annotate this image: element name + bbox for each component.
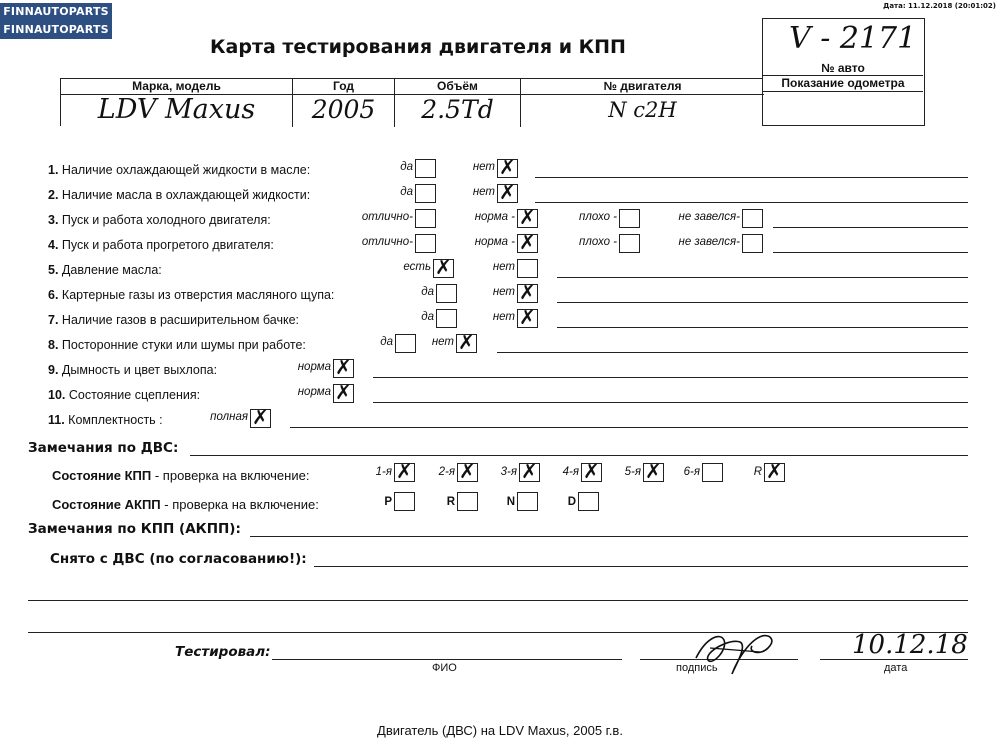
check-notes-line[interactable] <box>535 202 968 203</box>
option-checkbox[interactable] <box>456 330 477 354</box>
odometer-label: Показание одометра <box>763 76 923 92</box>
option-label: не завелся- <box>678 211 740 223</box>
option-label: норма - <box>474 236 515 248</box>
option-label: да <box>421 286 434 298</box>
gearbox-remarks-label: Замечания по КПП (АКПП): <box>28 521 241 537</box>
check-mark-icon: ✗ <box>645 459 662 483</box>
gear-label: 5-я <box>624 466 641 478</box>
check-mark-icon: ✗ <box>396 459 413 483</box>
col-volume <box>395 79 521 127</box>
check-notes-line[interactable] <box>535 177 968 178</box>
check-row-11 <box>48 413 163 427</box>
fio-label: ФИО <box>432 662 457 674</box>
option-checkbox[interactable] <box>517 305 538 329</box>
option-checkbox[interactable] <box>517 205 538 229</box>
check-notes-line[interactable] <box>290 427 968 428</box>
option-label: да <box>400 161 413 173</box>
check-number: 6. <box>48 288 59 302</box>
check-label: Наличие газов в расширительном бачке: <box>58 313 299 327</box>
option-checkbox[interactable] <box>619 234 640 253</box>
option-label: норма <box>297 386 331 398</box>
option-label: плохо - <box>579 211 617 223</box>
option-checkbox[interactable] <box>333 355 354 379</box>
option-checkbox[interactable] <box>415 234 436 253</box>
option-label: нет <box>472 161 495 173</box>
mode-checkbox[interactable] <box>457 492 478 511</box>
removed-line-3[interactable] <box>28 632 968 633</box>
image-caption: Двигатель (ДВС) на LDV Maxus, 2005 г.в. <box>377 723 623 738</box>
check-mark-icon: ✗ <box>519 280 536 304</box>
check-number: 10. <box>48 388 66 402</box>
check-mark-icon: ✗ <box>435 255 452 279</box>
check-mark-icon: ✗ <box>519 205 536 229</box>
option-label: норма <box>297 361 331 373</box>
removed-line-1[interactable] <box>314 566 968 567</box>
signature-label: подпись <box>676 662 718 674</box>
option-checkbox[interactable] <box>497 180 518 204</box>
gear-label: R <box>753 466 762 478</box>
gearbox-remarks-line[interactable] <box>250 536 968 537</box>
check-mark-icon: ✗ <box>519 230 536 254</box>
form-title: Карта тестирования двигателя и КПП <box>210 36 626 58</box>
check-label: Наличие масла в охлаждающей жидкости: <box>58 188 311 202</box>
year-value: 2005 <box>311 95 376 124</box>
check-row-3 <box>48 213 271 227</box>
gear-checkbox[interactable] <box>764 459 785 483</box>
check-mark-icon: ✗ <box>766 459 783 483</box>
check-notes-line[interactable] <box>773 252 968 253</box>
auto-number-box <box>762 18 925 126</box>
option-label: есть <box>403 261 431 273</box>
manual-gearbox-label: Состояние КПП <box>52 468 152 483</box>
check-mark-icon: ✗ <box>519 305 536 329</box>
check-label: Посторонние стуки или шумы при работе: <box>58 338 306 352</box>
engine-number-value: N с2Н <box>608 98 677 122</box>
date-label: дата <box>884 662 908 674</box>
signature-scribble-icon <box>690 618 780 680</box>
fio-line[interactable] <box>272 659 622 660</box>
option-checkbox[interactable] <box>742 234 763 253</box>
check-number: 1. <box>48 163 59 177</box>
check-number: 8. <box>48 338 59 352</box>
check-label: Пуск и работа прогретого двигателя: <box>58 238 274 252</box>
gear-checkbox[interactable] <box>702 463 723 482</box>
option-label: да <box>380 336 393 348</box>
col-make-model <box>61 79 293 127</box>
watermark-logo: FINNAUTOPARTS <box>0 3 112 21</box>
gear-checkbox[interactable] <box>394 459 415 483</box>
check-number: 9. <box>48 363 59 377</box>
option-checkbox[interactable] <box>742 209 763 228</box>
engine-remarks-line[interactable] <box>190 455 968 456</box>
gear-checkbox[interactable] <box>457 459 478 483</box>
check-row-8 <box>48 338 306 352</box>
check-label: Наличие охлаждающей жидкости в масле: <box>58 163 311 177</box>
check-number: 5. <box>48 263 59 277</box>
check-number: 2. <box>48 188 59 202</box>
check-row-9 <box>48 363 217 377</box>
check-row-6 <box>48 288 334 302</box>
engine-number-label: № двигателя <box>521 79 764 95</box>
option-checkbox[interactable] <box>250 405 271 429</box>
gear-label: 3-я <box>500 466 517 478</box>
check-label: Пуск и работа холодного двигателя: <box>58 213 271 227</box>
check-label: Картерные газы из отверстия масляного щупа: <box>58 288 335 302</box>
engine-remarks-label: Замечания по ДВС: <box>28 440 179 456</box>
option-label: нет <box>492 311 515 323</box>
mode-label: R <box>446 496 455 508</box>
check-label: Состояние сцепления: <box>65 388 201 402</box>
mode-checkbox[interactable] <box>578 492 599 511</box>
vehicle-info-table <box>60 78 763 126</box>
option-label: нет <box>431 336 454 348</box>
option-label: плохо - <box>579 236 617 248</box>
check-row-1 <box>48 163 310 177</box>
option-checkbox[interactable] <box>415 184 436 203</box>
check-mark-icon: ✗ <box>499 180 516 204</box>
option-checkbox[interactable] <box>517 280 538 304</box>
gear-label: 4-я <box>562 466 579 478</box>
check-label: Давление масла: <box>58 263 162 277</box>
gear-checkbox[interactable] <box>519 459 540 483</box>
gear-label: 6-я <box>683 466 700 478</box>
manual-gearbox-suffix: - проверка на включение: <box>151 468 310 483</box>
check-number: 11. <box>48 413 65 427</box>
check-row-2 <box>48 188 310 202</box>
option-label: нет <box>492 261 515 273</box>
mode-label: N <box>506 496 515 508</box>
option-checkbox[interactable] <box>415 159 436 178</box>
check-number: 7. <box>48 313 59 327</box>
gear-label: 2-я <box>438 466 455 478</box>
check-mark-icon: ✗ <box>252 405 269 429</box>
option-label: нет <box>472 186 495 198</box>
option-label: не завелся- <box>678 236 740 248</box>
check-mark-icon: ✗ <box>499 155 516 179</box>
option-checkbox[interactable] <box>497 155 518 179</box>
gear-checkbox[interactable] <box>581 459 602 483</box>
auto-number-value: V - 2171 <box>789 21 917 56</box>
watermark-logo-2: FINNAUTOPARTS <box>0 21 112 39</box>
check-notes-line[interactable] <box>557 277 968 278</box>
check-row-4 <box>48 238 274 252</box>
make-model-value: LDV Maxus <box>97 94 256 125</box>
check-label: Дымность и цвет выхлопа: <box>58 363 218 377</box>
check-mark-icon: ✗ <box>459 459 476 483</box>
check-notes-line[interactable] <box>373 377 968 378</box>
print-date: Дата: 11.12.2018 (20:01:02) <box>883 2 996 10</box>
check-mark-icon: ✗ <box>521 459 538 483</box>
gear-checkbox[interactable] <box>643 459 664 483</box>
mode-label: D <box>567 496 576 508</box>
auto-gearbox-label: Состояние АКПП <box>52 497 161 512</box>
option-label: да <box>400 186 413 198</box>
check-row-5 <box>48 263 162 277</box>
check-label: Комплектность : <box>64 413 163 427</box>
check-notes-line[interactable] <box>497 352 968 353</box>
check-number: 4. <box>48 238 59 252</box>
gear-label: 1-я <box>375 466 392 478</box>
check-notes-line[interactable] <box>373 402 968 403</box>
option-checkbox[interactable] <box>415 209 436 228</box>
check-mark-icon: ✗ <box>335 380 352 404</box>
option-checkbox[interactable] <box>517 230 538 254</box>
volume-value: 2.5Td <box>421 95 494 124</box>
check-row-7 <box>48 313 299 327</box>
check-mark-icon: ✗ <box>458 330 475 354</box>
option-checkbox[interactable] <box>517 259 538 278</box>
option-label: да <box>421 311 434 323</box>
date-value: 10.12.18 <box>852 630 968 660</box>
check-mark-icon: ✗ <box>583 459 600 483</box>
col-year <box>293 79 395 127</box>
auto-gearbox-row <box>52 497 319 512</box>
option-label: норма - <box>474 211 515 223</box>
auto-gearbox-suffix: - проверка на включение: <box>160 497 319 512</box>
option-label: отлично- <box>361 236 413 248</box>
mode-label: P <box>384 496 392 508</box>
option-label: отлично- <box>361 211 413 223</box>
check-notes-line[interactable] <box>773 227 968 228</box>
volume-label: Объём <box>395 79 520 95</box>
check-mark-icon: ✗ <box>335 355 352 379</box>
option-checkbox[interactable] <box>333 380 354 404</box>
auto-number-label: № авто <box>763 61 923 76</box>
check-notes-line[interactable] <box>557 302 968 303</box>
check-notes-line[interactable] <box>557 327 968 328</box>
option-label: нет <box>492 286 515 298</box>
mode-checkbox[interactable] <box>517 492 538 511</box>
year-label: Год <box>293 79 394 95</box>
option-label: полная <box>210 411 248 423</box>
removed-line-2[interactable] <box>28 600 968 601</box>
removed-label: Снято с ДВС (по согласованию!): <box>50 551 307 567</box>
col-engine-number <box>521 79 764 127</box>
tested-by-label: Тестировал: <box>175 644 271 660</box>
check-row-10 <box>48 388 200 402</box>
manual-gearbox-row <box>52 468 309 483</box>
check-number: 3. <box>48 213 59 227</box>
mode-checkbox[interactable] <box>394 492 415 511</box>
make-model-label: Марка, модель <box>61 79 292 95</box>
option-checkbox[interactable] <box>619 209 640 228</box>
